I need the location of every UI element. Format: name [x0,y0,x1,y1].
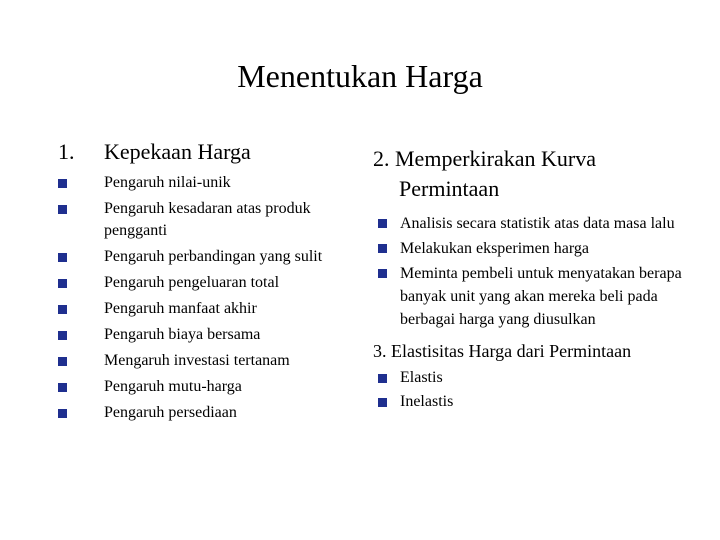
left-column [58,138,348,428]
list-item: Pengaruh pengeluaran total [58,272,348,294]
list-item: Pengaruh biaya bersama [58,324,348,346]
section-2-heading [373,144,693,204]
section-2-heading-line-2: Permintaan [399,176,500,201]
list-item: Analisis secara statistik atas data masa lalu [373,212,693,235]
list-item: Pengaruh perbandingan yang sulit [58,246,348,268]
square-bullet-icon [378,219,387,228]
list-item: Meminta pembeli untuk menyatakan berapa banyak unit yang akan mereka beli pada berbagai harga yang diusulkan [373,262,693,331]
section-1-heading [58,138,348,166]
square-bullet-icon [58,179,67,188]
section-3-heading: 3. Elastisitas Harga dari Permintaan [373,341,632,361]
square-bullet-icon [378,244,387,253]
list-item: Pengaruh persediaan [58,402,348,424]
list-item: Melakukan eksperimen harga [373,237,693,260]
square-bullet-icon [58,305,67,314]
list-item: Pengaruh manfaat akhir [58,298,348,320]
list-item: Pengaruh mutu-harga [58,376,348,398]
square-bullet-icon [378,398,387,407]
list-item: Pengaruh kesadaran atas produk pengganti [58,198,348,242]
square-bullet-icon [378,374,387,383]
section-1-number: 1. [58,139,75,164]
section-2-list [373,212,693,331]
square-bullet-icon [58,279,67,288]
square-bullet-icon [58,205,67,214]
square-bullet-icon [58,253,67,262]
square-bullet-icon [58,331,67,340]
section-3-list [373,367,693,413]
section-1-list [58,172,348,424]
list-item: Elastis [373,367,693,389]
square-bullet-icon [58,357,67,366]
section-2-heading-line-1: 2. Memperkirakan Kurva [373,146,596,171]
list-item: Pengaruh nilai-unik [58,172,348,194]
list-item: Mengaruh investasi tertanam [58,350,348,372]
square-bullet-icon [378,269,387,278]
list-item: Inelastis [373,391,693,413]
page-title: Menentukan Harga [237,58,483,94]
square-bullet-icon [58,409,67,418]
section-1-title: Kepekaan Harga [104,139,251,164]
right-column [373,144,693,415]
square-bullet-icon [58,383,67,392]
